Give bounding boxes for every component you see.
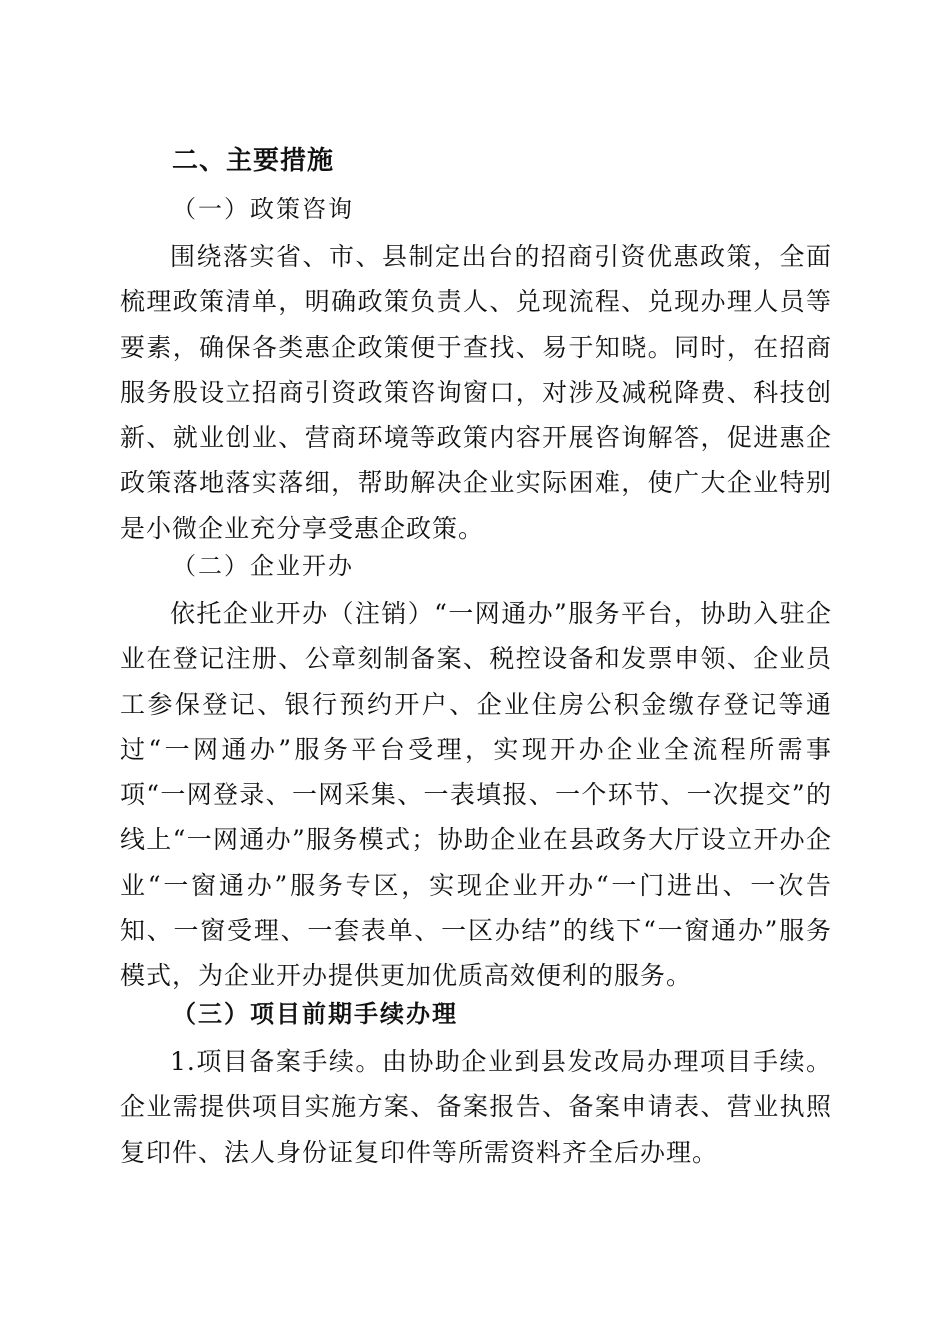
subsection-heading-policy-consulting: （一）政策咨询 <box>172 195 354 223</box>
paragraph-project-filing: 1.项目备案手续。由协助企业到县发改局办理项目手续。企业需提供项目实施方案、备案报告、备案申请表、营业执照复印件、法人身份证复印件等所需资料齐全后办理。 <box>120 1047 832 1167</box>
subsection-heading-project-procedures: （三）项目前期手续办理 <box>172 999 458 1028</box>
paragraph-policy-consulting: 围绕落实省、市、县制定出台的招商引资优惠政策，全面梳理政策清单，明确政策负责人、兑现流程、兑现办理人员等要素，确保各类惠企政策便于查找、易于知晓。同时，在招商服务股设立招商引资政策咨询窗口，对涉及减税降费、科技创新、就业创业、营商环境等政策内容开展咨询解答，促进惠企政策落地落实落细，帮助解决企业实际困难，使广大企业特别是小微企业充分享受惠企政策。 <box>120 242 832 543</box>
paragraph-business-startup: 依托企业开办（注销）“一网通办”服务平台，协助入驻企业在登记注册、公章刻制备案、税控设备和发票申领、企业员工参保登记、银行预约开户、企业住房公积金缴存登记等通过“一网通办”服务平台受理，实现开办企业全流程所需事项“一网登录、一网采集、一表填报、一个环节、一次提交”的线上“一网通办”服务模式；协助企业在县政务大厅设立开办企业“一窗通办”服务专区，实现企业开办“一门进出、一次告知、一窗受理、一套表单、一区办结”的线下“一窗通办”服务模式，为企业开办提供更加优质高效便利的服务。 <box>120 599 832 991</box>
subsection-heading-business-startup: （二）企业开办 <box>172 552 354 580</box>
section-heading: 二、主要措施 <box>172 146 335 176</box>
